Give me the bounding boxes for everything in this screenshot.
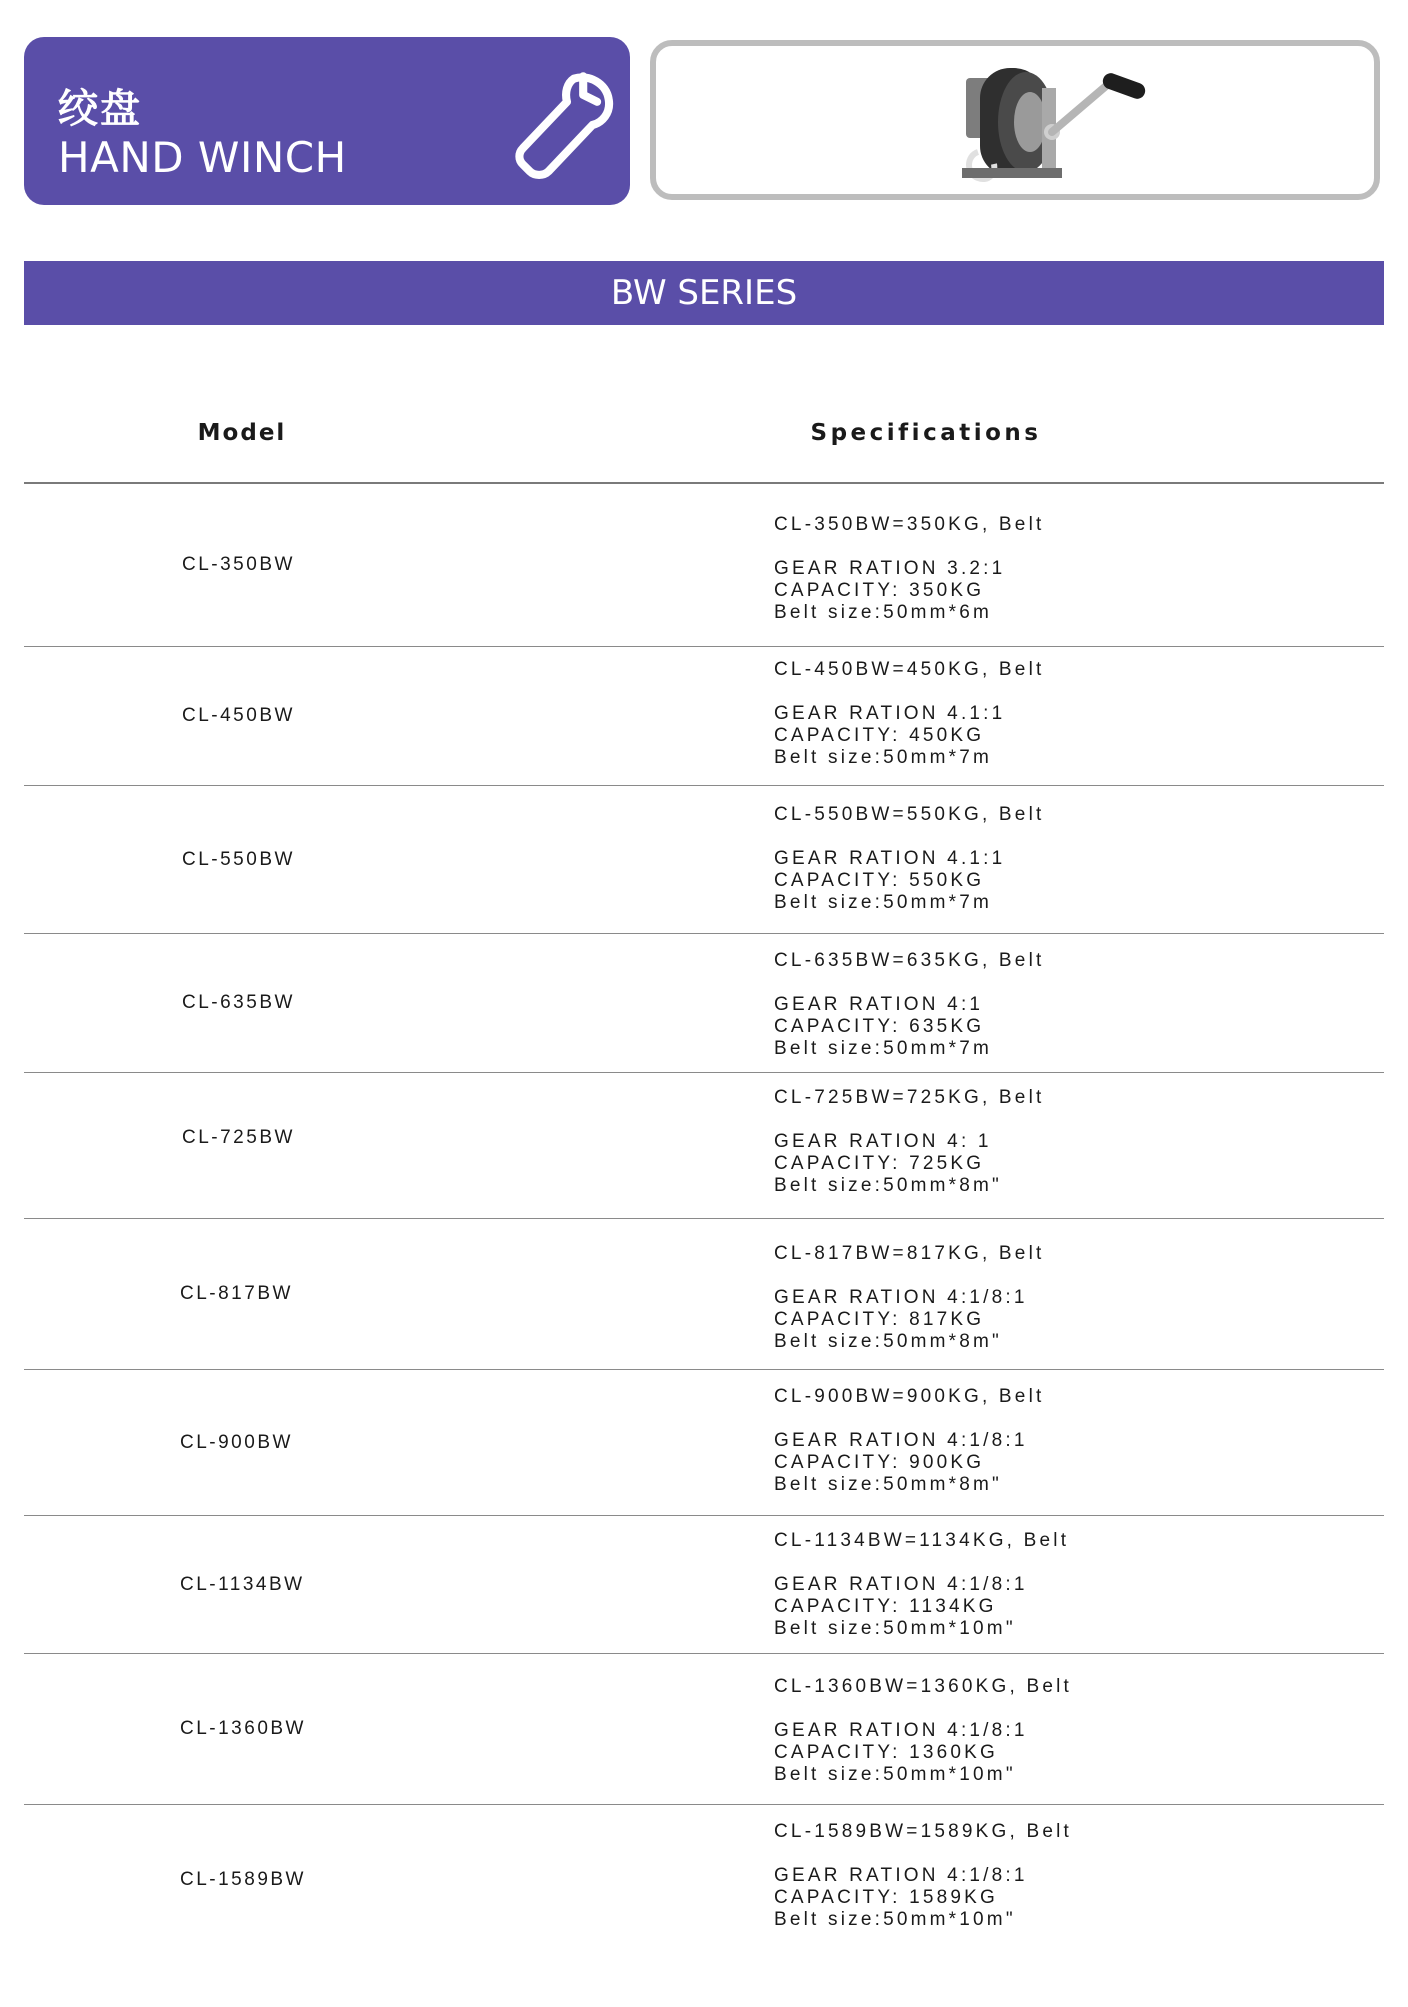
spec-capacity: CAPACITY: 817KG bbox=[774, 1309, 985, 1330]
table-row bbox=[24, 1370, 1384, 1516]
spec-cell bbox=[774, 1821, 1072, 1931]
spec-title: CL-350BW=350KG, Belt bbox=[774, 514, 1045, 535]
model-cell: CL-450BW bbox=[182, 705, 295, 726]
column-header-specifications: Specifications bbox=[810, 420, 1042, 446]
spec-capacity: CAPACITY: 1360KG bbox=[774, 1742, 999, 1763]
table-row bbox=[24, 484, 1384, 647]
spec-belt: Belt size:50mm*8m" bbox=[774, 1175, 1003, 1196]
spec-capacity: CAPACITY: 550KG bbox=[774, 870, 985, 891]
title-english: HAND WINCH bbox=[58, 133, 347, 182]
model-cell: CL-1134BW bbox=[180, 1573, 305, 1595]
hand-winch-image bbox=[956, 48, 1156, 198]
spec-cell bbox=[774, 1386, 1044, 1496]
table-row bbox=[24, 1219, 1384, 1370]
model-cell: CL-635BW bbox=[182, 992, 295, 1013]
model-cell: CL-350BW bbox=[182, 554, 295, 575]
spec-belt: Belt size:50mm*7m bbox=[774, 747, 993, 768]
spec-title: CL-1134BW=1134KG, Belt bbox=[774, 1530, 1070, 1551]
spec-cell bbox=[774, 1243, 1044, 1353]
spec-capacity: CAPACITY: 350KG bbox=[774, 580, 985, 601]
spec-capacity: CAPACITY: 1134KG bbox=[774, 1596, 997, 1617]
spec-cell bbox=[774, 1087, 1044, 1197]
spec-gear: GEAR RATION 4: 1 bbox=[774, 1131, 992, 1152]
column-header-model: Model bbox=[197, 420, 287, 446]
spec-capacity: CAPACITY: 635KG bbox=[774, 1016, 985, 1037]
spec-capacity: CAPACITY: 725KG bbox=[774, 1153, 985, 1174]
spec-belt: Belt size:50mm*7m bbox=[774, 1038, 993, 1059]
model-cell: CL-900BW bbox=[180, 1431, 293, 1453]
spec-gear: GEAR RATION 4:1/8:1 bbox=[774, 1287, 1028, 1308]
title-banner bbox=[24, 37, 630, 205]
spec-cell bbox=[774, 950, 1044, 1060]
spec-title: CL-450BW=450KG, Belt bbox=[774, 659, 1045, 680]
product-image-frame bbox=[650, 40, 1380, 200]
spec-cell bbox=[774, 514, 1044, 624]
title-chinese: 绞盘 bbox=[58, 86, 142, 132]
series-banner: BW SERIES bbox=[24, 261, 1384, 325]
table-row bbox=[24, 1073, 1384, 1219]
table-row bbox=[24, 934, 1384, 1073]
wrench-icon bbox=[502, 67, 618, 183]
spec-title: CL-550BW=550KG, Belt bbox=[774, 804, 1045, 825]
spec-capacity: CAPACITY: 1589KG bbox=[774, 1887, 999, 1908]
table-row bbox=[24, 647, 1384, 786]
spec-capacity: CAPACITY: 900KG bbox=[774, 1452, 985, 1473]
table-row bbox=[24, 1516, 1384, 1654]
spec-gear: GEAR RATION 4.1:1 bbox=[774, 703, 1006, 724]
spec-title: CL-725BW=725KG, Belt bbox=[774, 1087, 1045, 1108]
spec-cell bbox=[774, 804, 1044, 914]
spec-gear: GEAR RATION 4:1 bbox=[774, 994, 984, 1015]
spec-title: CL-817BW=817KG, Belt bbox=[774, 1243, 1045, 1264]
spec-title: CL-1360BW=1360KG, Belt bbox=[774, 1676, 1073, 1697]
spec-cell bbox=[774, 1530, 1069, 1640]
spec-belt: Belt size:50mm*7m bbox=[774, 892, 993, 913]
spec-gear: GEAR RATION 4:1/8:1 bbox=[774, 1430, 1028, 1451]
spec-cell bbox=[774, 659, 1044, 769]
spec-gear: GEAR RATION 3.2:1 bbox=[774, 558, 1006, 579]
model-cell: CL-550BW bbox=[182, 848, 295, 870]
model-cell: CL-1360BW bbox=[180, 1718, 306, 1739]
spec-belt: Belt size:50mm*10m" bbox=[774, 1618, 1016, 1639]
table-row bbox=[24, 1654, 1384, 1805]
spec-gear: GEAR RATION 4.1:1 bbox=[774, 848, 1006, 869]
spec-belt: Belt size:50mm*8m" bbox=[774, 1474, 1003, 1495]
spec-capacity: CAPACITY: 450KG bbox=[774, 725, 985, 746]
table-row bbox=[24, 786, 1384, 934]
spec-title: CL-635BW=635KG, Belt bbox=[774, 950, 1045, 971]
spec-cell bbox=[774, 1676, 1072, 1786]
spec-table bbox=[24, 484, 1384, 1955]
table-row bbox=[24, 1805, 1384, 1955]
model-cell: CL-817BW bbox=[180, 1283, 293, 1304]
spec-belt: Belt size:50mm*10m" bbox=[774, 1764, 1016, 1785]
spec-belt: Belt size:50mm*10m" bbox=[774, 1909, 1016, 1930]
model-cell: CL-1589BW bbox=[180, 1869, 306, 1890]
spec-belt: Belt size:50mm*6m bbox=[774, 602, 993, 623]
spec-gear: GEAR RATION 4:1/8:1 bbox=[774, 1574, 1028, 1595]
spec-gear: GEAR RATION 4:1/8:1 bbox=[774, 1865, 1028, 1886]
model-cell: CL-725BW bbox=[182, 1127, 295, 1148]
spec-gear: GEAR RATION 4:1/8:1 bbox=[774, 1720, 1028, 1741]
spec-title: CL-1589BW=1589KG, Belt bbox=[774, 1821, 1073, 1842]
spec-belt: Belt size:50mm*8m" bbox=[774, 1331, 1003, 1352]
spec-title: CL-900BW=900KG, Belt bbox=[774, 1386, 1045, 1407]
